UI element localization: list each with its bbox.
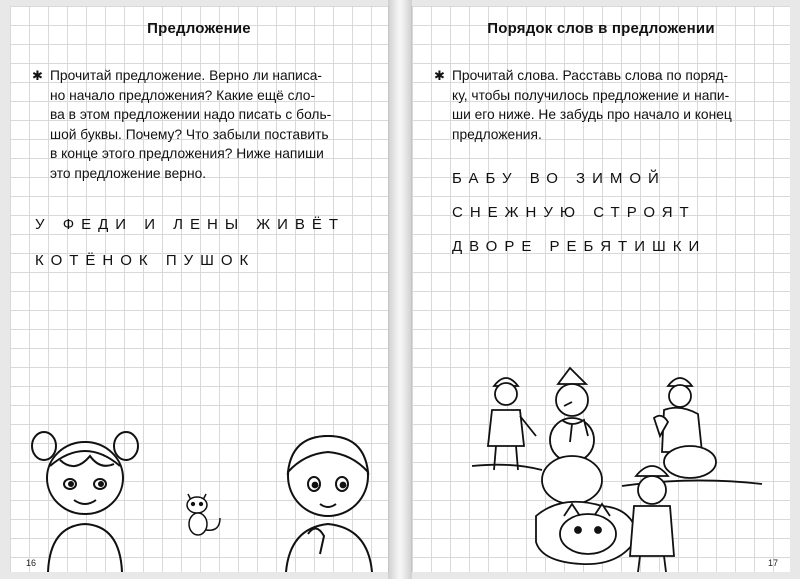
- left-task-line: Прочитай предложение. Верно ли написа-: [50, 68, 322, 83]
- book-spine: [388, 0, 412, 579]
- right-task: [434, 66, 774, 144]
- boy-icon: [272, 424, 384, 572]
- asterisk-icon: ✱: [32, 68, 43, 83]
- kitten-icon: [180, 488, 226, 538]
- left-task-line: ва в этом предложении надо писать с боль-: [50, 107, 332, 123]
- left-task-line: шой буквы. Почему? Что забыли поставить: [50, 126, 329, 142]
- right-task-line: предложения.: [452, 126, 542, 142]
- right-task-line: Прочитай слова. Расставь слова по поряд-: [452, 68, 729, 83]
- right-page-title: Порядок слов в предложении: [487, 20, 715, 37]
- words-line-3: ДВОРЕ РЕБЯТИШКИ: [452, 238, 707, 255]
- sentence-line-1: У ФЕДИ И ЛЕНЫ ЖИВЁТ: [35, 216, 346, 233]
- right-task-line: ши его ниже. Не забудь про начало и конец: [452, 107, 732, 123]
- right-task-line: ку, чтобы получилось предложение и напи-: [452, 87, 730, 103]
- right-page-number: 17: [767, 558, 778, 568]
- left-page-number: 16: [26, 558, 37, 568]
- asterisk-icon: ✱: [434, 68, 445, 83]
- left-task: [32, 66, 372, 184]
- left-task-line: в конце этого предложения? Ниже напиши: [50, 146, 324, 162]
- left-page-title: Предложение: [147, 20, 251, 37]
- words-line-1: БАБУ ВО ЗИМОЙ: [452, 170, 666, 187]
- right-page: [412, 6, 790, 572]
- child-bottom-icon: [636, 466, 668, 476]
- winter-scene-illustration: [472, 366, 772, 572]
- girl-icon: [30, 426, 140, 572]
- left-task-line: но начало предложения? Какие ещё сло-: [50, 87, 316, 103]
- words-line-2: СНЕЖНУЮ СТРОЯТ: [452, 204, 696, 221]
- snowman-icon: [558, 368, 586, 384]
- left-page: [10, 6, 388, 572]
- left-task-line: это предложение верно.: [50, 165, 207, 181]
- sentence-line-2: КОТЁНОК ПУШОК: [35, 252, 256, 269]
